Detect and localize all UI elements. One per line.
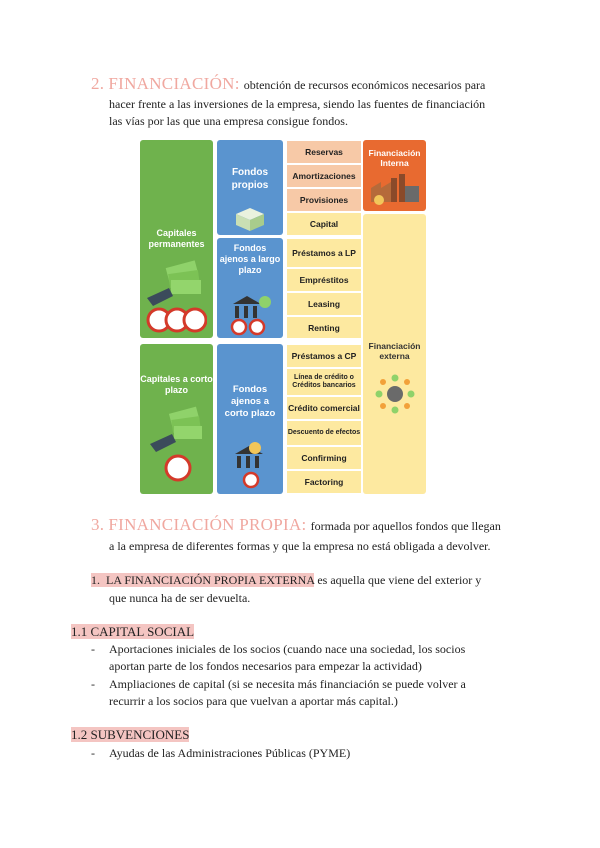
box-icon: [232, 204, 268, 232]
fondos-propios-box: [217, 140, 283, 235]
fondos-propios-label: Fondos propios: [231, 167, 269, 191]
capitales-corto-plazo-label: Capitales a corto plazo: [140, 374, 213, 395]
money-clock-icon: [148, 404, 206, 484]
item-1-line-2: que nunca ha de ser devuelta.: [109, 591, 251, 605]
financiacion-externa-box: [363, 214, 426, 494]
item-credito-comercial: Crédito comercial: [287, 397, 361, 419]
section-number: 2.: [91, 74, 105, 93]
item-factoring: Factoring: [287, 471, 361, 493]
capital-social-heading: 1.1 CAPITAL SOCIAL: [71, 624, 195, 639]
item-descuento-efectos: Descuento de efectos: [287, 421, 361, 445]
financiacion-externa-label: Financiación externa: [368, 341, 421, 361]
item-confirming: Confirming: [287, 447, 361, 469]
item-prestamos-lp: Préstamos a LP: [287, 239, 361, 267]
item-provisiones: Provisiones: [287, 189, 361, 211]
bullet-dash: -: [91, 746, 95, 760]
factory-icon: [369, 172, 421, 208]
item-linea-credito: Línea de crédito o Créditos bancarios: [287, 369, 361, 395]
financiacion-interna-box: [363, 140, 426, 211]
capitales-corto-plazo-box: [140, 344, 213, 494]
section-3-heading: [91, 515, 541, 535]
item-amortizaciones: Amortizaciones: [287, 165, 361, 187]
network-money-icon: [375, 374, 415, 414]
item-reservas: Reservas: [287, 141, 361, 163]
section-2-line-2: hacer frente a las inversiones de la empresa, siendo las fuentes de financiación: [109, 97, 486, 111]
item-title: LA FINANCIACIÓN PROPIA EXTERNA: [106, 573, 315, 587]
section-title: FINANCIACIÓN PROPIA:: [108, 515, 307, 534]
capitales-permanentes-box: [140, 140, 213, 338]
fondos-ajenos-lp-box: [217, 238, 283, 338]
item-text: es aquella que viene del exterior y: [317, 573, 482, 587]
capital-social-bullet-2: Ampliaciones de capital (si se necesita más financiación se puede volver a recurrir a los socios para que vuelvan a aportar más capital.): [109, 677, 466, 708]
section-3-line-2: a la empresa de diferentes formas y que la empresa no está obligada a devolver.: [109, 539, 491, 553]
bullet-dash: -: [91, 642, 95, 656]
fondos-ajenos-lp-label: Fondos ajenos a largo plazo: [219, 243, 281, 275]
capital-social-bullet-1: Aportaciones iniciales de los socios (cuando nace una sociedad, los socios aportan parte de los fondos necesarios para empezar la actividad): [109, 642, 466, 673]
capitales-permanentes-label: Capitales permanentes: [148, 228, 205, 249]
item-1-highlight: [91, 573, 314, 587]
item-leasing: Leasing: [287, 293, 361, 315]
item-renting: Renting: [287, 317, 361, 338]
subvenciones-bullet-1: Ayudas de las Administraciones Públicas (PYME): [109, 746, 351, 760]
section-text: obtención de recursos económicos necesarios para: [243, 78, 486, 92]
bank-clock-icon: [231, 440, 271, 490]
fondos-ajenos-cp-box: [217, 344, 283, 494]
section-title: FINANCIACIÓN:: [108, 74, 240, 93]
item-capital: Capital: [287, 213, 361, 235]
section-2-heading: [91, 74, 531, 94]
subvenciones-heading: 1.2 SUBVENCIONES: [71, 727, 190, 742]
item-emprestitos: Empréstitos: [287, 269, 361, 291]
financiacion-interna-label: Financiación Interna: [368, 148, 421, 168]
bullet-dash: -: [91, 677, 95, 691]
fondos-ajenos-cp-label: Fondos ajenos a corto plazo: [224, 384, 276, 419]
money-clock-icon: [145, 258, 207, 334]
section-number: 3.: [91, 515, 105, 534]
section-text: formada por aquellos fondos que llegan: [310, 519, 501, 533]
section-2-line-3: las vías por las que una empresa consigue fondos.: [109, 114, 348, 128]
bank-clock-icon: [227, 292, 273, 336]
item-prestamos-cp: Préstamos a CP: [287, 345, 361, 367]
item-number: 1.: [91, 573, 100, 587]
item-1-heading: [91, 571, 541, 590]
